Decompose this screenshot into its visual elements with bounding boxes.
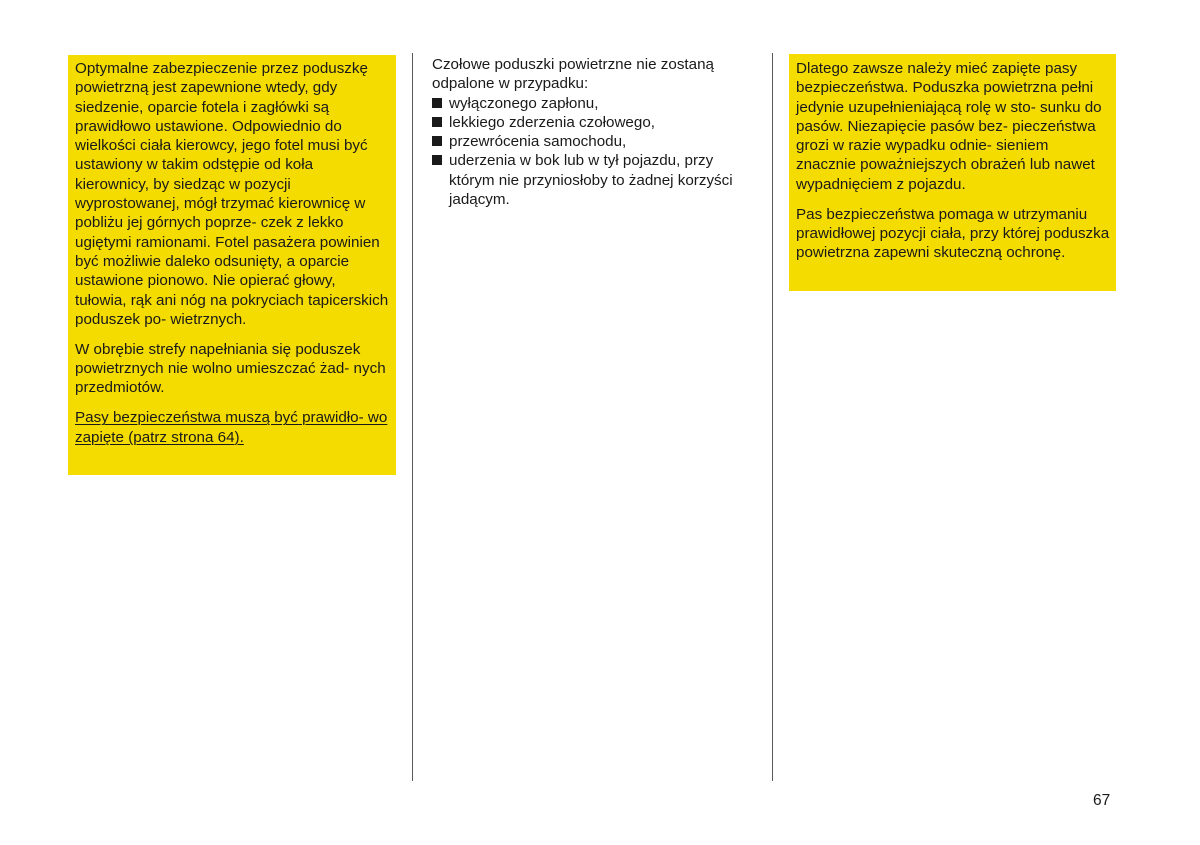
list-item: [432, 132, 762, 151]
list-item: [432, 94, 762, 113]
black-square-bullet-icon: [432, 117, 442, 127]
right-highlight-box: [789, 54, 1116, 291]
middle-intro: Czołowe poduszki powietrzne nie zostaną odpalone w przypadku:: [432, 56, 714, 93]
left-paragraph-1: Optymalne zabezpieczenie przez poduszkę powietrzną jest zapewnione wtedy, gdy siedzenie, oparcie fotela i zagłówki są prawidłowo ustawione. Odpowiednio do wielkości ciała kierowcy, jego fotel musi być ustawiony w takim odstępie od koła kierownicy, by siedząc w pozycji wyprostowanej, mógł trzymać kierownicę w pobliżu jej górnych poprze- czek z lekko ugiętymi ramionami. Fotel pasażera powinien być możliwie daleko odsunięty, a oparcie ustawione pionowo. Nie opierać głowy, tułowia, rąk ani nóg na pokryciach tapicerskich poduszek po- wietrznych.: [75, 60, 389, 328]
list-item-text: przewrócenia samochodu,: [449, 133, 627, 151]
middle-column: [432, 55, 762, 209]
page-number: 67: [1093, 792, 1111, 809]
black-square-bullet-icon: [432, 155, 442, 165]
list-item-text: wyłączonego zapłonu,: [449, 94, 599, 112]
list-item-text: uderzenia w bok lub w tył pojazdu, przy którym nie przyniosłoby to żadnej korzyści jadącym.: [449, 152, 733, 209]
list-item: [432, 151, 762, 209]
list-item-text: lekkiego zderzenia czołowego,: [449, 113, 655, 131]
column-divider-left: [412, 53, 413, 781]
left-paragraph-2: W obrębie strefy napełniania się poduszek powietrznych nie wolno umieszczać żad- nych przedmiotów.: [75, 340, 386, 397]
list-item: [432, 113, 762, 132]
black-square-bullet-icon: [432, 98, 442, 108]
column-divider-right: [772, 53, 773, 781]
black-square-bullet-icon: [432, 136, 442, 146]
right-paragraph-1: Dlatego zawsze należy mieć zapięte pasy bezpieczeństwa. Poduszka powietrzna pełni jedynie uzupełnieniającą rolę w sto- sunku do pasów. Niezapięcie pasów bez- pieczeństwa grozi w razie wypadku odnie- sieniem znacznie poważniejszych obrażeń lub nawet wypadnięciem z pojazdu.: [796, 60, 1102, 193]
left-highlight-box: [68, 55, 396, 475]
right-paragraph-2: Pas bezpieczeństwa pomaga w utrzymaniu prawidłowej pozycji ciała, przy której poduszka powietrzna zapewni skuteczną ochronę.: [796, 205, 1110, 262]
seat-belt-reference-link[interactable]: Pasy bezpieczeństwa muszą być prawidło- wo zapięte (patrz strona 64).: [75, 409, 388, 446]
exception-list: [432, 94, 762, 210]
